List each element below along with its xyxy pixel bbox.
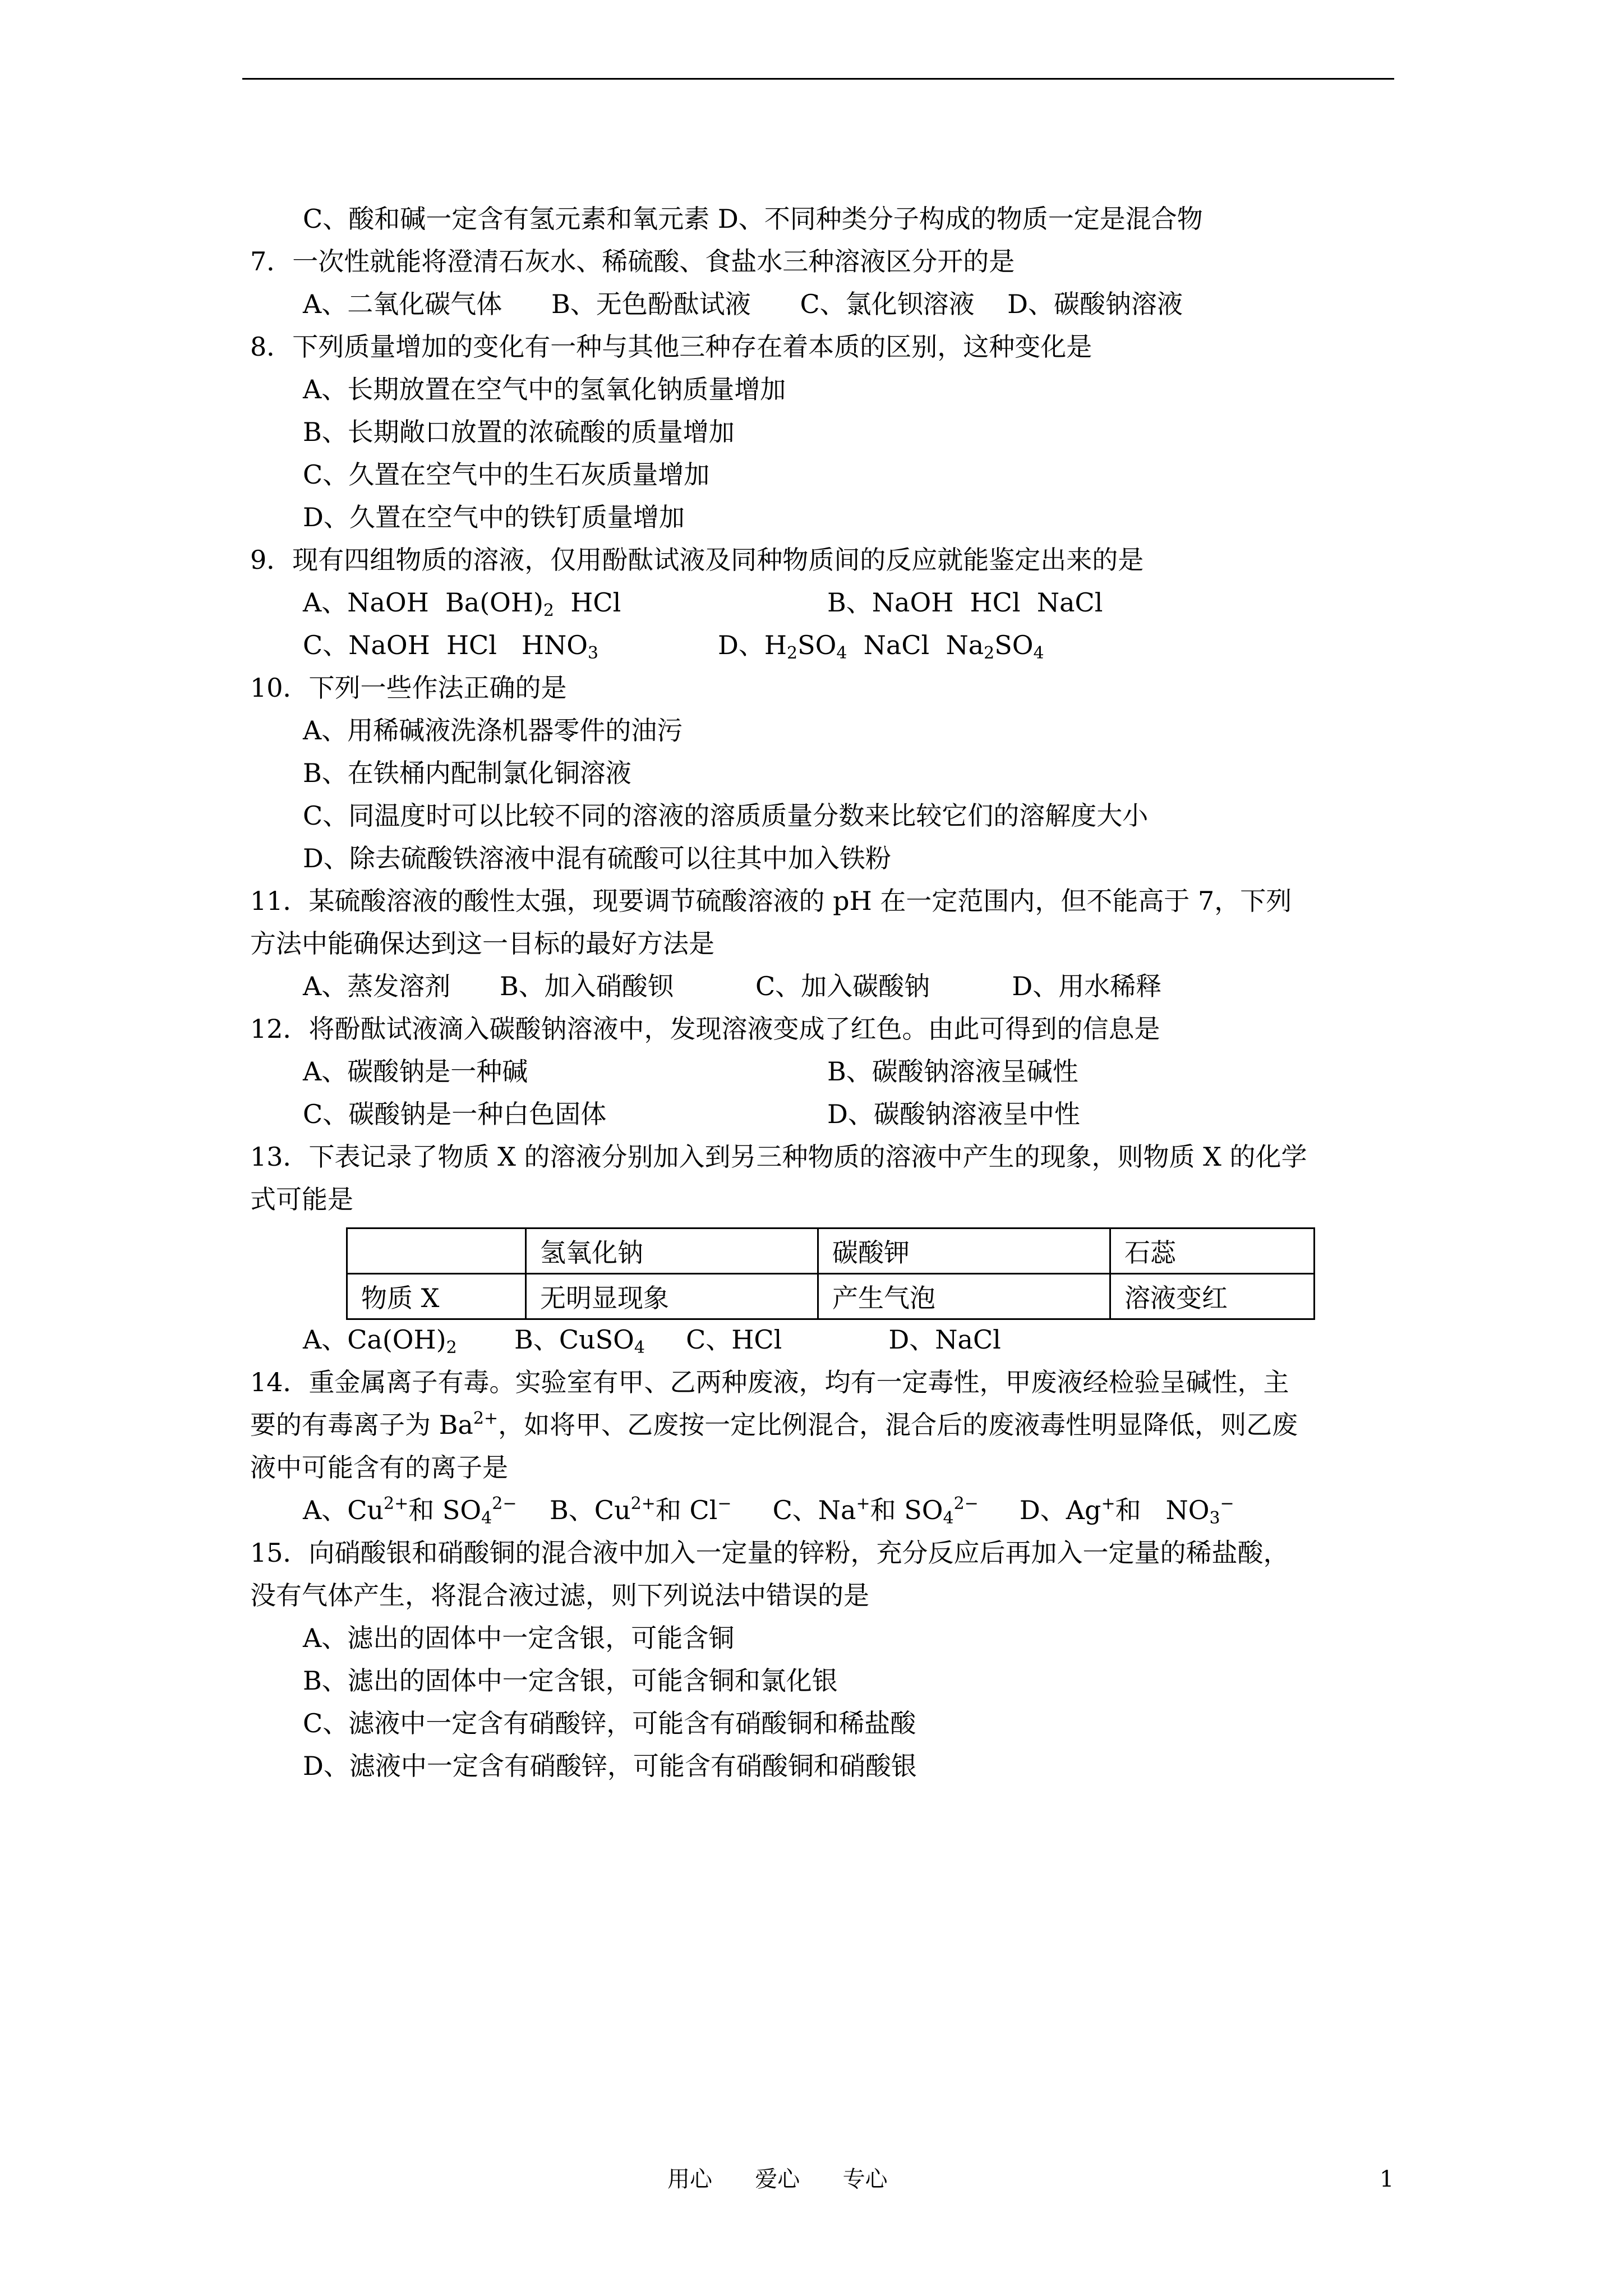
page-number: 1: [1380, 2166, 1394, 2192]
q10-option-c: C、同温度时可以比较不同的溶液的溶质质量分数来比较它们的溶解度大小: [303, 800, 1149, 831]
q10-option-d: D、除去硫酸铁溶液中混有硫酸可以往其中加入铁粉: [303, 843, 891, 873]
table-cell: 氢氧化钠: [526, 1228, 818, 1274]
q12-stem: 12．将酚酞试液滴入碳酸钠溶液中，发现溶液变成了红色。由此可得到的信息是: [250, 1014, 1160, 1044]
q8-option-b: B、长期敞口放置的浓硫酸的质量增加: [303, 417, 735, 447]
q11-stem-line1: 11．某硫酸溶液的酸性太强，现要调节硫酸溶液的 pH 在一定范围内，但不能高于 7，下列: [250, 886, 1292, 916]
table-cell: 石蕊: [1110, 1228, 1315, 1274]
q12-option-a: A、碳酸钠是一种碱: [303, 1056, 528, 1087]
table-cell: [347, 1228, 526, 1274]
footer-motto: 用心 爱心 专心: [667, 2166, 888, 2192]
q13-stem-line1: 13．下表记录了物质 X 的溶液分别加入到另三种物质的溶液中产生的现象，则物质 X 的化学: [250, 1142, 1307, 1172]
q12-option-b: B、碳酸钠溶液呈碱性: [827, 1056, 1078, 1087]
q15-stem-line2: 没有气体产生，将混合液过滤，则下列说法中错误的是: [250, 1580, 869, 1611]
q10-option-b: B、在铁桶内配制氯化铜溶液: [303, 758, 631, 788]
q14-stem-line2: 要的有毒离子为 $Ba^{2+}$，如将甲、乙废按一定比例混合，混合后的废液毒性明显降低，则乙废: [250, 1409, 1298, 1440]
table-cell: 碳酸钾: [818, 1228, 1110, 1274]
table-cell: 物质 X: [347, 1274, 526, 1319]
q14-stem-line3: 液中可能含有的离子是: [250, 1452, 508, 1483]
q11-stem-line2: 方法中能确保达到这一目标的最好方法是: [250, 928, 714, 959]
q9-stem: 9．现有四组物质的溶液，仅用酚酞试液及同种物质间的反应就能鉴定出来的是: [250, 545, 1144, 575]
table-cell: 产生气泡: [818, 1274, 1110, 1319]
q12-option-c: C、碳酸钠是一种白色固体: [303, 1099, 607, 1129]
q15-option-c: C、滤液中一定含有硝酸锌，可能含有硝酸铜和稀盐酸: [303, 1708, 916, 1738]
q15-option-d: D、滤液中一定含有硝酸锌，可能含有硝酸铜和硝酸银: [303, 1751, 917, 1781]
q11-options: A、蒸发溶剂 B、加入硝酸钡 C、加入碳酸钠 D、用水稀释: [303, 971, 1162, 1001]
q9-option-c: C、NaOH HCl $HNO_3$: [303, 630, 599, 663]
table-row: [347, 1274, 1315, 1319]
q15-option-a: A、滤出的固体中一定含银，可能含铜: [303, 1623, 735, 1653]
q9-option-d: D、$H_2SO_4$ NaCl $Na_2SO_4$: [718, 630, 1044, 663]
q7-options: A、二氧化碳气体 B、无色酚酞试液 C、氯化钡溶液 D、碳酸钠溶液: [303, 289, 1183, 319]
q8-option-d: D、久置在空气中的铁钉质量增加: [303, 502, 685, 532]
q9-option-b: B、NaOH HCl NaCl: [827, 587, 1103, 618]
q6-option-cd: C、酸和碱一定含有氢元素和氧元素 D、不同种类分子构成的物质一定是混合物: [303, 204, 1203, 234]
q15-stem-line1: 15．向硝酸银和硝酸铜的混合液中加入一定量的锌粉，充分反应后再加入一定量的稀盐酸，: [250, 1538, 1289, 1568]
q10-option-a: A、用稀碱液洗涤机器零件的油污: [303, 715, 683, 746]
q8-option-a: A、长期放置在空气中的氢氧化钠质量增加: [303, 374, 786, 404]
q15-option-b: B、滤出的固体中一定含银，可能含铜和氯化银: [303, 1665, 838, 1696]
q13-stem-line2: 式可能是: [250, 1184, 353, 1214]
table-row: [347, 1228, 1315, 1274]
table-cell: 无明显现象: [526, 1274, 818, 1319]
header-rule: [242, 78, 1394, 80]
q13-table: [346, 1227, 1315, 1320]
q9-option-a: A、NaOH $Ba(OH)_2$ HCl: [303, 587, 621, 620]
q8-stem: 8．下列质量增加的变化有一种与其他三种存在着本质的区别，这种变化是: [250, 332, 1092, 362]
q10-stem: 10．下列一些作法正确的是: [250, 673, 567, 703]
q13-options: A、$Ca(OH)_2$ B、CuSO$_4$ C、HCl D、NaCl: [303, 1324, 1001, 1358]
q8-option-c: C、久置在空气中的生石灰质量增加: [303, 459, 710, 490]
q14-stem-line1: 14．重金属离子有毒。实验室有甲、乙两种废液，均有一定毒性，甲废液经检验呈碱性，主: [250, 1367, 1289, 1397]
q12-option-d: D、碳酸钠溶液呈中性: [827, 1099, 1080, 1129]
q14-options: A、$Cu^{2+}$和 $SO_4^{2-}$ B、$Cu^{2+}$和 Cl− C、Na+和 $SO_4^{2-}$ D、Ag+和 $NO_3^-$: [303, 1494, 1234, 1528]
table-cell: 溶液变红: [1110, 1274, 1315, 1319]
q7-stem: 7．一次性就能将澄清石灰水、稀硫酸、食盐水三种溶液区分开的是: [250, 246, 1015, 277]
